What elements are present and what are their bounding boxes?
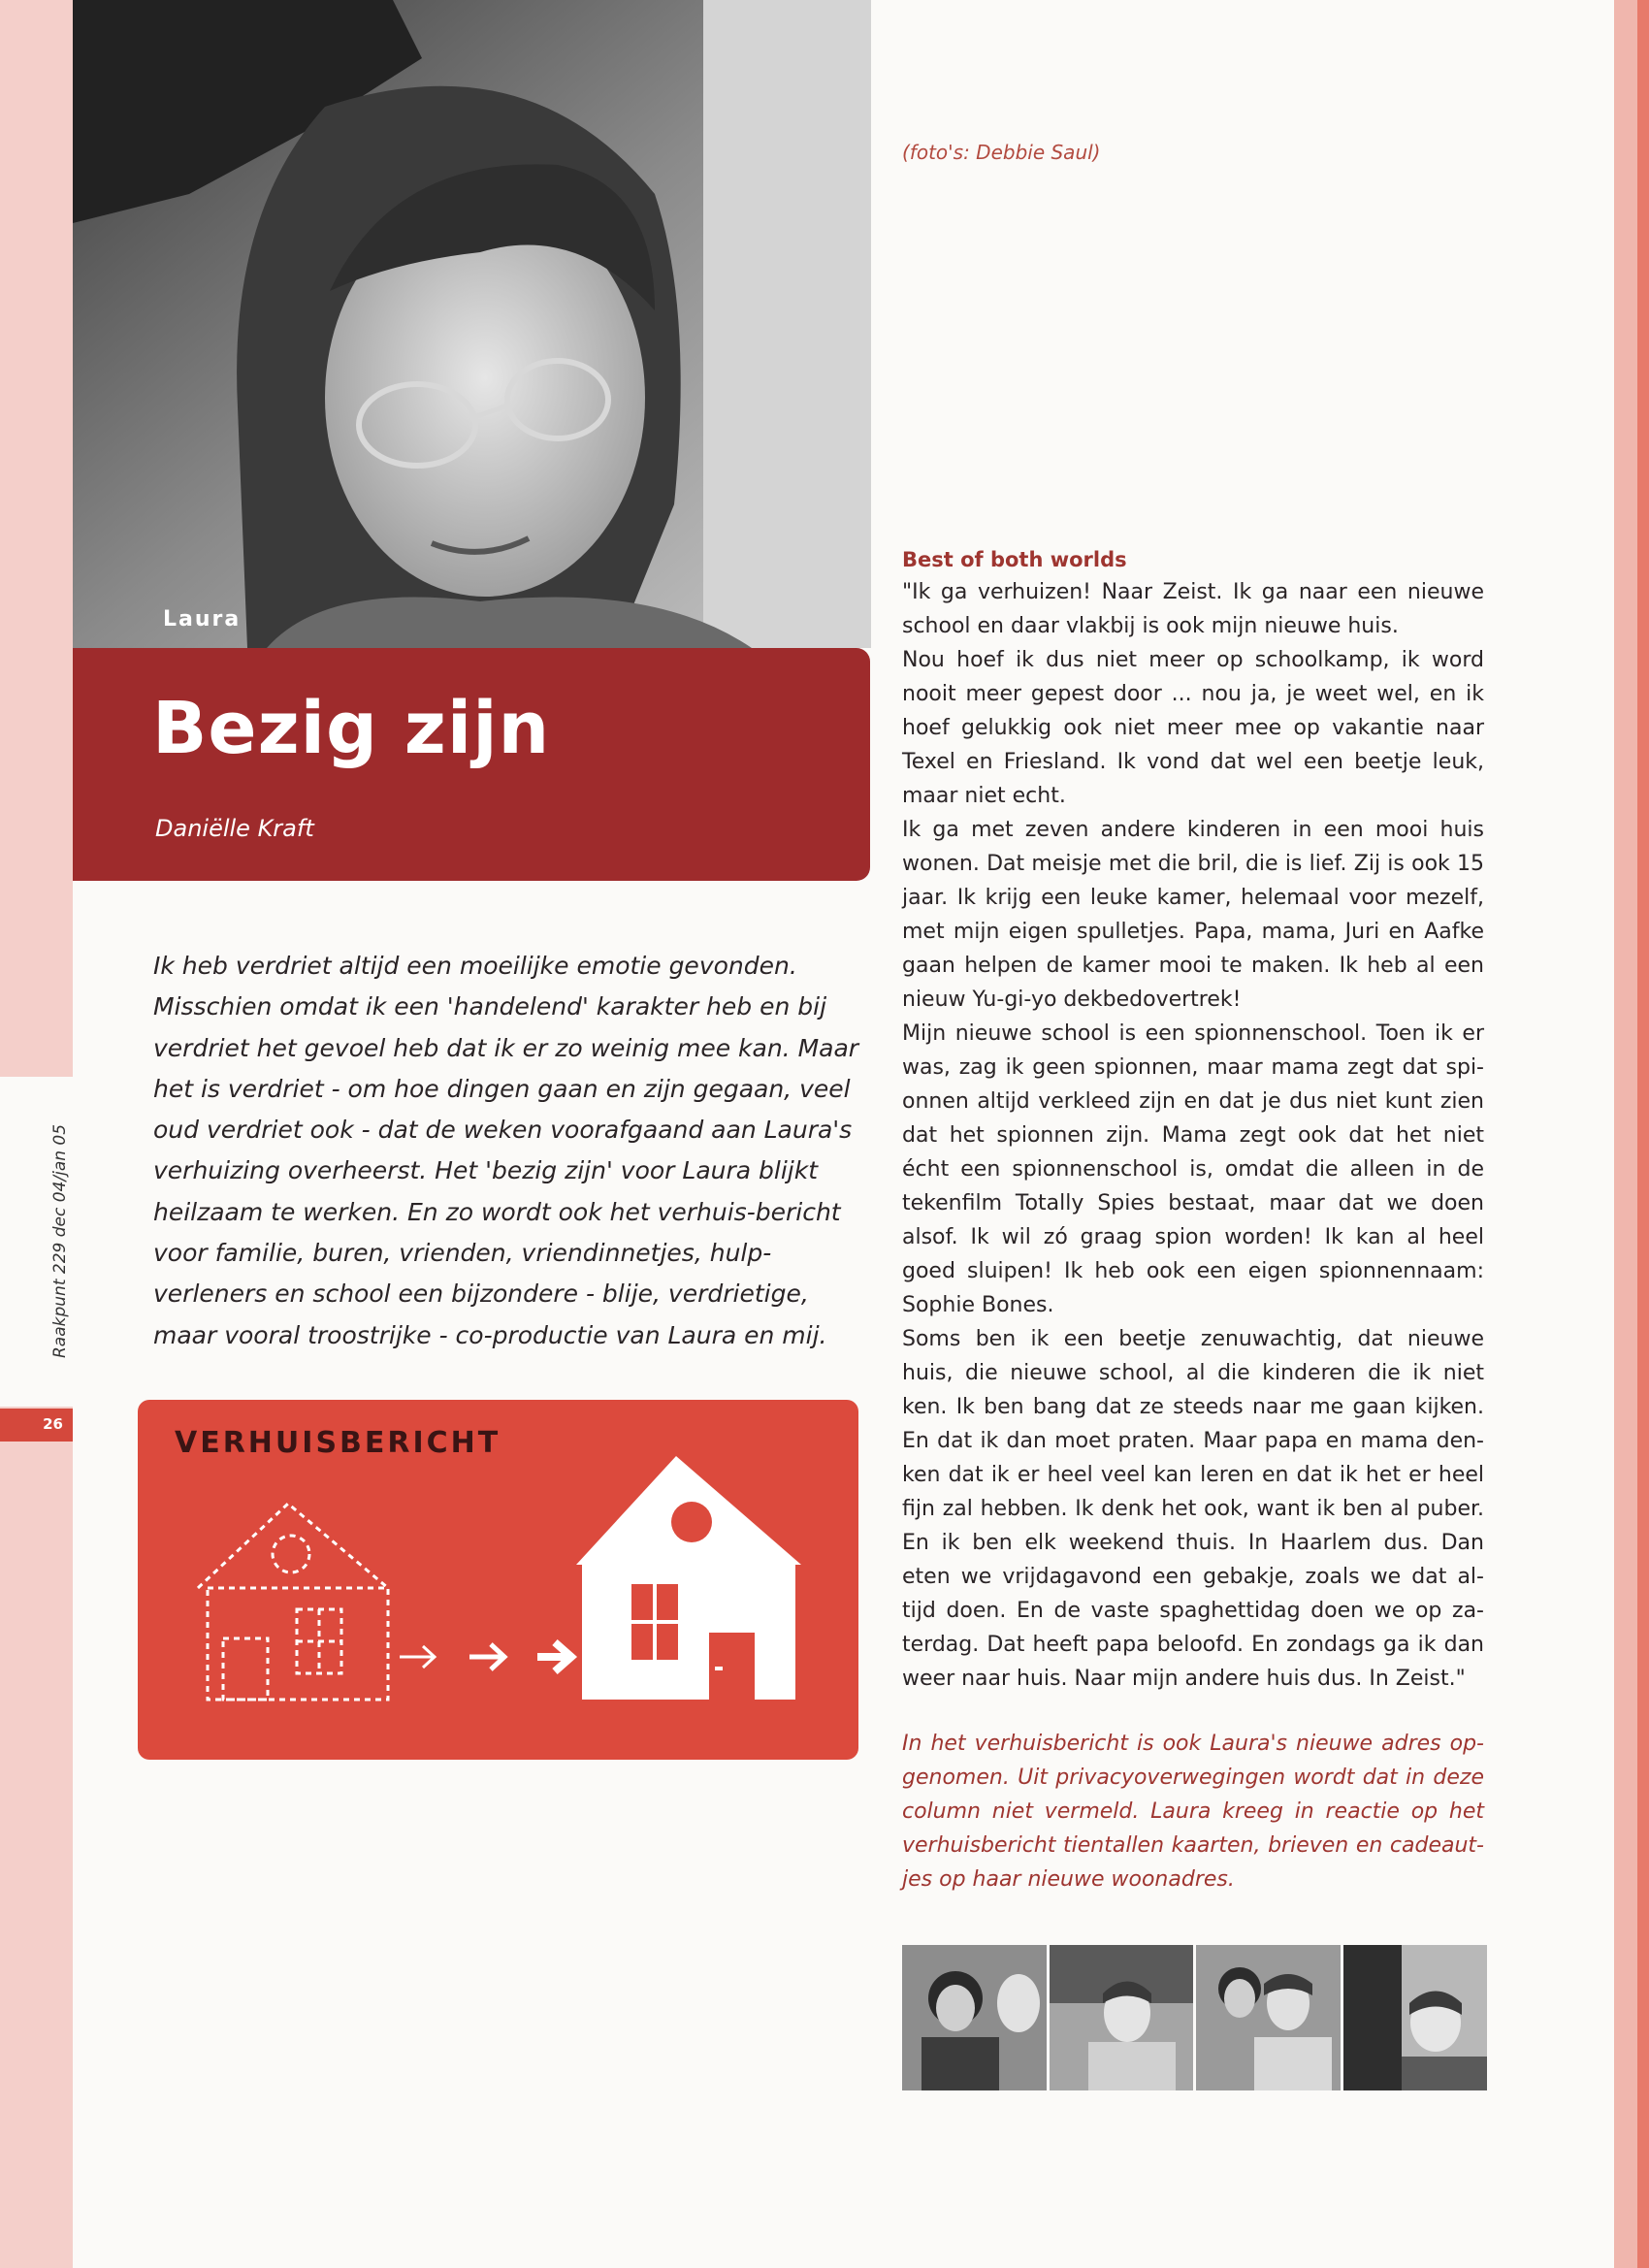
section-outro: In het verhuisbericht is ook Laura's nieuwe adres op-genomen. Uit privacyoverwegingen wordt dat in deze column niet vermeld. Laura kreeg in reactie op het verhuisbericht tientallen kaarten, brieven en cadeaut-jes op haar nieuwe woonadres.: [902, 1732, 1484, 1892]
issue-label: Raakpunt 229 dec 04/jan 05: [50, 1123, 70, 1358]
page-number: 26: [43, 1415, 63, 1433]
body-paragraph-5: Soms ben ik een beetje zenuwachtig, dat nieuwe huis, die nieuwe school, al die kinderen die ik niet ken. Ik ben bang dat ze steeds naar me gaan kijken. En dat ik dan moet praten. Maar papa en mama den-ken dat ik er heel veel kan leren en dat ik het er heel fijn zal hebben. Ik denk het ook, want ik ben al puber. En ik ben elk weekend thuis. In Haarlem dus. Dan eten we vrijdagavond een gebakje, zoals we dat al-tijd doen. En de vaste spaghettidag doen we op za-terdag. Dat heeft papa beloofd. En zondags ga ik dan weer naar huis. Naar mijn andere huis dus. In Zeist.": [902, 1327, 1484, 1691]
moving-card: [138, 1400, 858, 1760]
strip-photo-1: [902, 1945, 1050, 2090]
moving-illustration: [138, 1400, 858, 1760]
arrow-icon-2: [469, 1644, 504, 1669]
body-paragraph-3: Ik ga met zeven andere kinderen in een mooi huis wonen. Dat meisje met die bril, die is lief. Zij is ook 15 jaar. Ik krijg een leuke kamer, helemaal voor mezelf, met mijn eigen spulletjes. Papa, mama, Juri en Aafke gaan helpen de kamer mooi te maken. Ik heb al een nieuw Yu-gi-yo dekbedovertrek!: [902, 818, 1484, 1012]
section-body: [902, 575, 1484, 1696]
article-title: Bezig zijn: [152, 687, 551, 770]
right-page-edge: [1614, 0, 1649, 2268]
strip-photo-2: [1050, 1945, 1197, 2090]
new-house-icon: [576, 1456, 801, 1700]
article-author: Daniëlle Kraft: [155, 815, 314, 842]
photo-credit: (foto's: Debbie Saul): [902, 141, 1101, 164]
page-number-tab: [0, 1409, 73, 1442]
title-band: [73, 648, 870, 881]
photo-caption: Laura: [163, 607, 242, 632]
arrow-icon-3: [537, 1642, 571, 1671]
body-paragraph-1: "Ik ga verhuizen! Naar Zeist. Ik ga naar een nieuwe school en daar vlakbij is ook mijn nieuwe huis.: [902, 580, 1484, 638]
body-paragraph-4: Mijn nieuwe school is een spionnenschool. Toen ik er was, zag ik geen spionnen, maar mama zegt dat spi-onnen altijd verkleed zijn en dat je dus niet kunt zien dat het spionnen zijn. Mama zegt ook dat het niet écht een spionnenschool is, omdat die alleen in de tekenfilm Totally Spies bestaat, maar dat we doen alsof. Ik wil zó graag spion worden! Ik kan al heel goed sluipen! Ik heb ook een eigen spionnennaam: Sophie Bones.: [902, 1021, 1484, 1317]
strip-photo-3: [1196, 1945, 1343, 2090]
arrow-icon-1: [400, 1646, 435, 1668]
body-paragraph-2: Nou hoef ik dus niet meer op schoolkamp, ik word nooit meer gepest door ... nou ja, je weet wel, en ik hoef gelukkig ook niet meer mee op vakantie naar Texel en Friesland. Ik vond dat wel een beetje leuk, maar niet echt.: [902, 648, 1484, 808]
article-intro: Ik heb verdriet altijd een moeilijke emotie gevonden. Misschien omdat ik een 'handelend' karakter heb en bij verdriet het gevoel heb dat ik er zo weinig mee kan. Maar het is verdriet - om hoe dingen gaan en zijn gegaan, veel oud verdriet ook - dat de weken voorafgaand aan Laura's verhuizing overheerst. Het 'bezig zijn' voor Laura blijkt heilzaam te werken. En zo wordt ook het verhuis-bericht voor familie, buren, vrienden, vriendinnetjes, hulp-verleners en school een bijzondere - blije, verdrietige, maar vooral troostrijke - co-productie van Laura en mij.: [153, 952, 859, 1349]
portrait-photo: [73, 0, 871, 648]
section-heading: Best of both worlds: [902, 548, 1127, 571]
strip-photo-4: [1343, 1945, 1488, 2090]
photo-strip: [902, 1945, 1487, 2090]
card-title: VERHUISBERICHT: [175, 1426, 501, 1460]
old-house-icon: [198, 1504, 388, 1700]
